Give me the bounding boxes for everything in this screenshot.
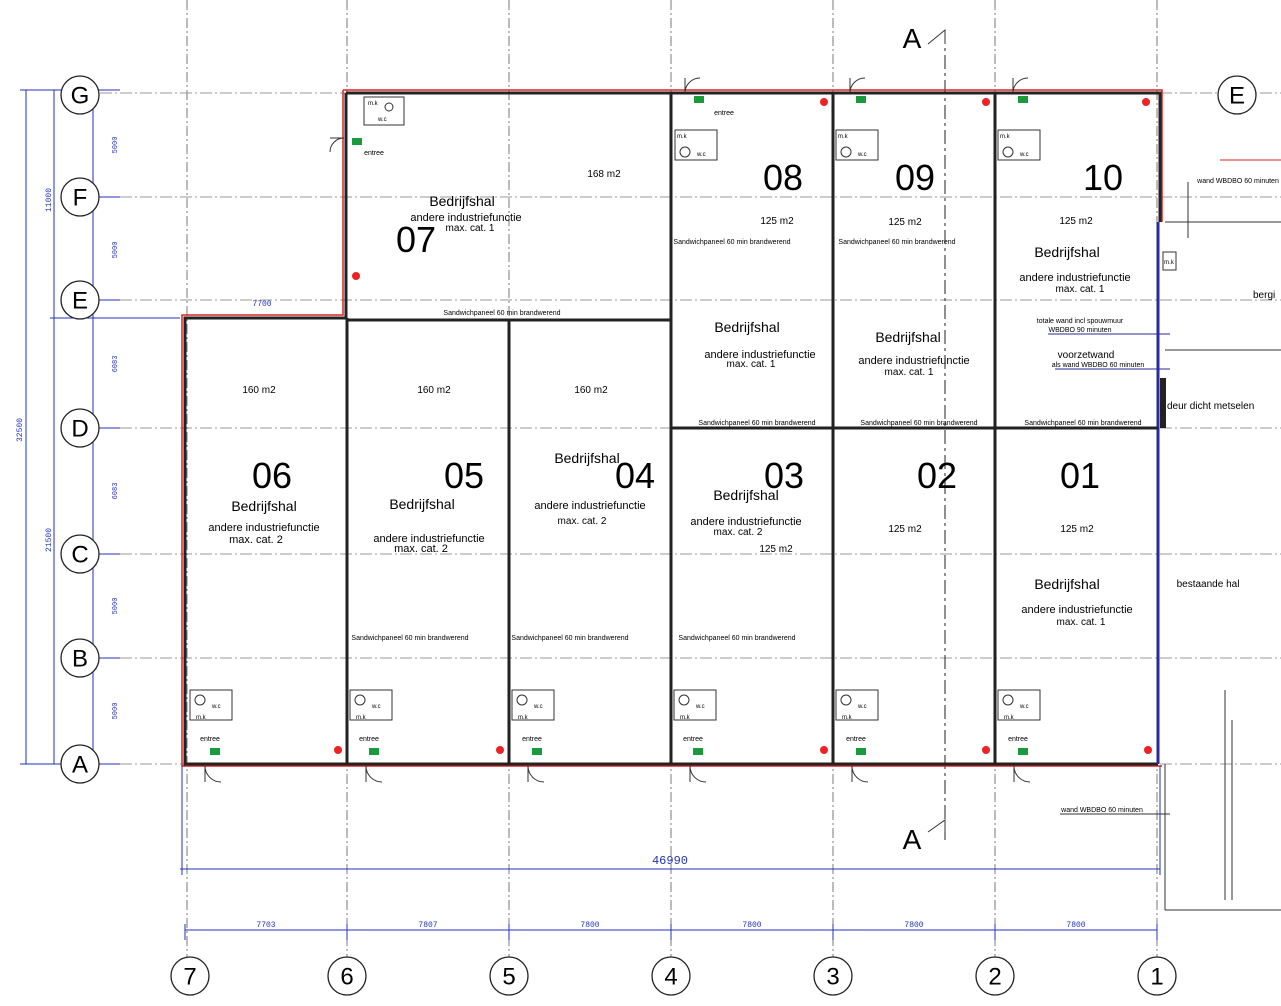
unit-03 (678, 455, 804, 642)
horizontal-dimensions (180, 766, 1160, 940)
unit-07-function: andere industriefunctie (410, 212, 522, 224)
bestaande-hal-label: bestaande hal (1176, 579, 1240, 590)
svg-text:A: A (71, 751, 89, 779)
dim-vert-lower: 21500 (45, 527, 54, 553)
vertical-dimensions (16, 90, 272, 764)
wc-label: w.c (534, 704, 543, 710)
dim-e-d: 6083 (112, 355, 120, 373)
deur-dicht-label: deur dicht metselen (1167, 401, 1255, 412)
mk-label: m.k (196, 715, 206, 721)
grid-bubble-b (61, 639, 99, 677)
dim-bay-6-5: 7807 (418, 921, 438, 930)
unit-04 (511, 385, 655, 642)
grid-bubble-3 (814, 957, 852, 995)
unit-03-wall-note: Sandwichpaneel 60 min brandwerend (678, 635, 796, 642)
unit-02-area: 125 m2 (888, 524, 922, 535)
svg-text:7: 7 (183, 963, 197, 991)
svg-text:E: E (1228, 82, 1246, 110)
unit-04-area: 160 m2 (574, 385, 608, 396)
wc-label: w.c (212, 704, 221, 710)
toilet-01 (998, 690, 1040, 721)
grid-bubble-1 (1138, 957, 1176, 995)
unit-08-function: andere industriefunctie (704, 349, 816, 361)
unit-06-function: andere industriefunctie (208, 522, 320, 534)
unit-06-number: 06 (251, 455, 293, 496)
svg-text:2: 2 (988, 963, 1002, 991)
toilet-06 (190, 690, 232, 721)
toilet-03 (674, 690, 716, 721)
dim-b-a: 5000 (112, 702, 120, 720)
dim-bay-7-6: 7703 (256, 921, 276, 930)
section-marker-top: A (902, 23, 922, 54)
dim-g-f: 5000 (112, 136, 120, 154)
unit-08-area: 125 m2 (760, 216, 794, 227)
grid-bubble-c (61, 535, 99, 573)
dim-07-width: 7700 (252, 300, 272, 309)
unit-01-cat: max. cat. 1 (1056, 617, 1106, 628)
mk-label: m.k (356, 715, 366, 721)
svg-text:D: D (71, 415, 89, 443)
entree-02: entree (846, 736, 866, 743)
unit-05-cat: max. cat. 2 (394, 543, 448, 555)
unit-05-function: andere industriefunctie (373, 533, 485, 545)
dim-c-b: 5000 (112, 597, 120, 615)
toilet-08 (675, 130, 717, 160)
mk-label: m.k (680, 715, 690, 721)
mk-label: m.k (677, 134, 687, 140)
unit-03-type: Bedrijfshal (713, 487, 779, 503)
mk-label: m.k (838, 134, 848, 140)
unit-05-type: Bedrijfshal (389, 496, 455, 512)
wc-label: w.c (697, 152, 706, 158)
mk-label: m.k (368, 101, 378, 107)
wc-label: w.c (378, 117, 387, 123)
entree-03: entree (683, 736, 703, 743)
mk-label: m.k (1004, 715, 1014, 721)
unit-09-function: andere industriefunctie (858, 355, 970, 367)
voorzetwand-label: voorzetwand (1057, 350, 1115, 361)
unit-10-type: Bedrijfshal (1034, 244, 1100, 260)
dim-bay-4-3: 7800 (742, 921, 762, 930)
toilet-10 (998, 130, 1040, 160)
unit-08-number: 08 (762, 157, 804, 198)
grid-bubble-4 (652, 957, 690, 995)
unit-07-type: Bedrijfshal (429, 193, 495, 209)
unit-01-number: 01 (1059, 455, 1101, 496)
unit-07-wall-note: Sandwichpaneel 60 min brandwerend (443, 310, 561, 317)
unit-06-type: Bedrijfshal (231, 498, 297, 514)
svg-text:B: B (71, 645, 89, 673)
wc-label: w.c (858, 152, 867, 158)
mk-label: m.k (842, 715, 852, 721)
unit-04-type: Bedrijfshal (554, 450, 620, 466)
unit-09-cat: max. cat. 1 (884, 367, 934, 378)
unit-04-function: andere industriefunctie (534, 500, 646, 512)
unit-06-area: 160 m2 (242, 385, 276, 396)
entree-07: entree (364, 150, 384, 157)
unit-08-wall-note: Sandwichpaneel 60 min brandwerend (673, 239, 791, 246)
unit-03-function: andere industriefunctie (690, 516, 802, 528)
grid-bubble-f (61, 178, 99, 216)
unit-02-number: 02 (916, 455, 958, 496)
unit-08-bottom-note: Sandwichpaneel 60 min brandwerend (698, 420, 816, 427)
unit-04-wall-note: Sandwichpaneel 60 min brandwerend (511, 635, 629, 642)
unit-06-cat: max. cat. 2 (229, 534, 283, 546)
mk-wall-label: m.k (1164, 260, 1174, 266)
unit-08-type: Bedrijfshal (714, 319, 780, 335)
unit-04-number: 04 (614, 455, 656, 496)
wc-label: w.c (1020, 704, 1029, 710)
unit-09-wall-note: Sandwichpaneel 60 min brandwerend (838, 239, 956, 246)
section-line (903, 23, 945, 855)
wc-label: w.c (696, 704, 705, 710)
total-wall-note-2: WBDBO 90 minuten (1048, 327, 1112, 334)
unit-06 (208, 385, 319, 546)
unit-02 (888, 455, 957, 535)
svg-text:4: 4 (664, 963, 678, 991)
grid-bubble-5 (490, 957, 528, 995)
svg-text:1: 1 (1150, 963, 1164, 991)
dim-vert-total: 32500 (16, 417, 25, 443)
toilet-02 (836, 690, 878, 721)
unit-10-function: andere industriefunctie (1019, 272, 1131, 284)
unit-07-cat: max. cat. 1 (445, 223, 495, 234)
unit-09-number: 09 (894, 157, 936, 198)
toilet-05 (350, 690, 392, 721)
unit-03-cat: max. cat. 2 (713, 527, 763, 538)
dim-vert-upper: 11000 (45, 187, 54, 213)
entree-05: entree (359, 736, 379, 743)
wc-label: w.c (858, 704, 867, 710)
grid-bubble-7 (171, 957, 209, 995)
wall-wbdbo-top: wand WBDBO 60 minuten (1197, 178, 1279, 185)
svg-text:G: G (70, 82, 90, 110)
unit-10-cat: max. cat. 1 (1055, 284, 1105, 295)
dim-f-e: 5000 (112, 241, 120, 259)
mk-label: m.k (518, 715, 528, 721)
entree-06: entree (200, 736, 220, 743)
grid-bubble-e (61, 281, 99, 319)
unit-04-cat: max. cat. 2 (557, 516, 607, 527)
unit-07-number: 07 (395, 219, 437, 260)
grid-bubbles-numbers (171, 957, 1176, 995)
dim-d-c: 6083 (112, 482, 120, 500)
svg-text:5: 5 (502, 963, 516, 991)
svg-text:6: 6 (340, 963, 354, 991)
entree-04: entree (522, 736, 542, 743)
voorzetwand-sub: als wand WBDBO 60 minuten (1051, 362, 1145, 369)
unit-01 (1021, 455, 1132, 628)
unit-10-area: 125 m2 (1059, 216, 1093, 227)
berg-label: bergi (1253, 290, 1276, 301)
unit-09-bottom-note: Sandwichpaneel 60 min brandwerend (860, 420, 978, 427)
grid-bubble-2 (976, 957, 1014, 995)
toilet-09 (836, 130, 878, 160)
unit-03-area: 125 m2 (759, 544, 793, 555)
dim-bay-2-1: 7800 (1066, 921, 1086, 930)
unit-05-area: 160 m2 (417, 385, 451, 396)
toilet-07 (364, 97, 404, 125)
svg-text:F: F (72, 184, 88, 212)
total-wall-note-1: totale wand incl spouwmuur (1036, 318, 1124, 325)
unit-03-number: 03 (763, 455, 805, 496)
unit-07-area: 168 m2 (587, 169, 621, 180)
dim-bay-3-2: 7800 (904, 921, 924, 930)
unit-05 (351, 385, 484, 642)
unit-01-type: Bedrijfshal (1034, 576, 1100, 592)
unit-10-bottom-note: Sandwichpaneel 60 min brandwerend (1024, 420, 1142, 427)
toilet-04 (512, 690, 554, 721)
dim-bay-5-4: 7800 (580, 921, 600, 930)
section-marker-bottom: A (902, 824, 922, 855)
unit-01-area: 125 m2 (1060, 524, 1094, 535)
mk-label: m.k (1000, 134, 1010, 140)
unit-10-number: 10 (1082, 157, 1124, 198)
grid-bubble-6 (328, 957, 366, 995)
dim-total-width: 46990 (651, 854, 689, 868)
unit-05-number: 05 (443, 455, 485, 496)
grid-bubble-e-right (1218, 76, 1256, 114)
svg-text:3: 3 (826, 963, 840, 991)
grid-bubble-a (61, 745, 99, 783)
unit-09-area: 125 m2 (888, 217, 922, 228)
grid-bubble-g (61, 76, 99, 114)
entree-01: entree (1008, 736, 1028, 743)
wc-label: w.c (372, 704, 381, 710)
unit-09-type: Bedrijfshal (875, 329, 941, 345)
unit-08-cat: max. cat. 1 (726, 359, 776, 370)
svg-text:C: C (71, 541, 89, 569)
wall-wbdbo-bottom: wand WBDBO 60 minuten (1061, 807, 1143, 814)
entree-08: entree (714, 110, 734, 117)
unit-01-function: andere industriefunctie (1021, 604, 1133, 616)
grid-bubble-d (61, 409, 99, 447)
unit-05-wall-note: Sandwichpaneel 60 min brandwerend (351, 635, 469, 642)
svg-text:E: E (71, 287, 89, 315)
wc-label: w.c (1020, 152, 1029, 158)
